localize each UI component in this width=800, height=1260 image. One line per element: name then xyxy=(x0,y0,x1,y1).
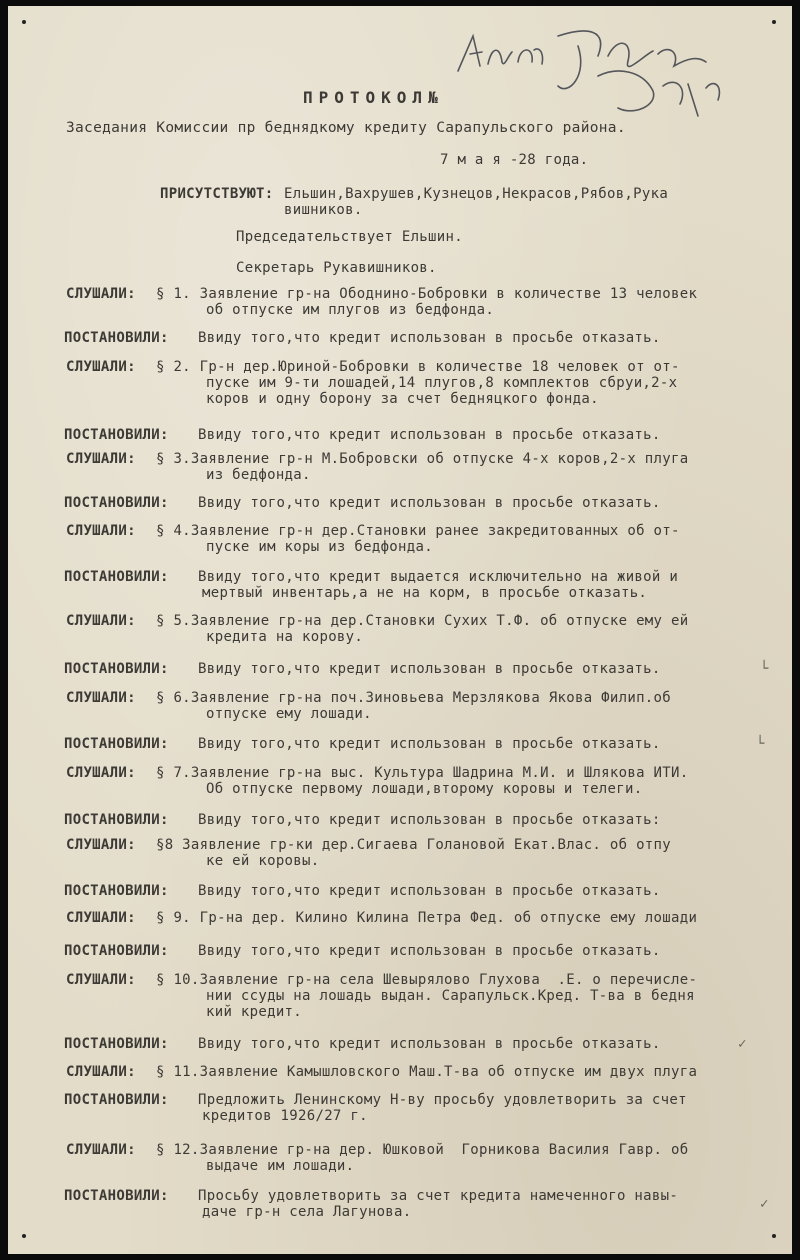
item-text-line: ке ей коровы. xyxy=(206,853,320,869)
item-text-line: § 11.Заявление Камышловского Маш.Т-ва об отпуске им двух плуга xyxy=(156,1064,698,1080)
heard-label: СЛУШАЛИ: xyxy=(66,837,136,853)
present-label: ПРИСУТСТВУЮТ: xyxy=(160,186,274,202)
item-text-line: Ввиду того,что кредит использован в просьбе отказать. xyxy=(198,736,661,752)
check-mark: ✓ xyxy=(760,1196,769,1212)
corner-dot xyxy=(22,1234,26,1238)
item-text-line: пуске им коры из бедфонда. xyxy=(206,539,433,555)
item-text-line: Ввиду того,что кредит использован в просьбе отказать. xyxy=(198,495,661,511)
resolved-label: ПОСТАНОВИЛИ: xyxy=(64,1092,169,1108)
resolved-label: ПОСТАНОВИЛИ: xyxy=(64,883,169,899)
item-text-line: § 10.Заявление гр-на села Шевырялово Глухова .Е. о перечисле- xyxy=(156,972,698,988)
present-list-continued: вишников. xyxy=(284,202,363,218)
item-text-line: § 9. Гр-на дер. Килино Килина Петра Фед. об отпуске ему лошади xyxy=(156,910,698,926)
resolved-label: ПОСТАНОВИЛИ: xyxy=(64,812,169,828)
heard-label: СЛУШАЛИ: xyxy=(66,1064,136,1080)
item-text-line: даче гр-н села Лагунова. xyxy=(202,1204,412,1220)
item-text-line: § 7.Заявление гр-на выс. Культура Шадрина М.И. и Шлякова ИТИ. xyxy=(156,765,689,781)
resolved-label: ПОСТАНОВИЛИ: xyxy=(64,943,169,959)
item-text-line: Об отпуске первому лошади,второму коровы и телеги. xyxy=(206,781,643,797)
heard-label: СЛУШАЛИ: xyxy=(66,910,136,926)
heard-label: СЛУШАЛИ: xyxy=(66,451,136,467)
item-text-line: Ввиду того,что кредит выдается исключительно на живой и xyxy=(198,569,679,585)
resolved-label: ПОСТАНОВИЛИ: xyxy=(64,1188,169,1204)
item-text-line: Ввиду того,что кредит использован в просьбе отказать. xyxy=(198,427,661,443)
item-text-line: Ввиду того,что кредит использован в просьбе отказать. xyxy=(198,661,661,677)
heard-label: СЛУШАЛИ: xyxy=(66,765,136,781)
item-text-line: нии ссуды на лошадь выдан. Сарапульск.Кред. Т-ва в бедня xyxy=(206,988,695,1004)
item-text-line: мертвый инвентарь,а не на корм, в просьбе отказать. xyxy=(202,585,648,601)
item-text-line: пуске им 9-ти лошадей,14 плугов,8 комплектов сбруи,2-х xyxy=(206,375,678,391)
handwritten-signature xyxy=(448,16,748,126)
check-mark: └ xyxy=(760,661,769,677)
resolved-label: ПОСТАНОВИЛИ: xyxy=(64,330,169,346)
item-text-line: §8 Заявление гр-ки дер.Сигаева Голановой Екат.Влас. об отпу xyxy=(156,837,671,853)
item-text-line: Ввиду того,что кредит использован в просьбе отказать. xyxy=(198,330,661,346)
item-text-line: § 4.Заявление гр-н дер.Становки ранее закредитованных об от- xyxy=(156,523,680,539)
item-text-line: Ввиду того,что кредит использован в просьбе отказать. xyxy=(198,1036,661,1052)
item-text-line: кий кредит. xyxy=(206,1004,303,1020)
corner-dot xyxy=(22,20,26,24)
resolved-label: ПОСТАНОВИЛИ: xyxy=(64,495,169,511)
item-text-line: § 5.Заявление гр-на дер.Становки Сухих Т.Ф. об отпуске ему ей xyxy=(156,613,689,629)
check-mark: ✓ xyxy=(738,1036,747,1052)
item-text-line: § 3.Заявление гр-н М.Бобровски об отпуске 4-х коров,2-х плуга xyxy=(156,451,689,467)
item-text-line: отпуске ему лошади. xyxy=(206,706,372,722)
corner-dot xyxy=(772,20,776,24)
item-text-line: кредита на корову. xyxy=(206,629,364,645)
present-list: Ельшин,Вахрушев,Кузнецов,Некрасов,Рябов,Рука xyxy=(284,186,669,202)
item-text-line: § 2. Гр-н дер.Юриной-Бобровки в количестве 18 человек от от- xyxy=(156,359,680,375)
heard-label: СЛУШАЛИ: xyxy=(66,690,136,706)
heard-label: СЛУШАЛИ: xyxy=(66,613,136,629)
chair-line: Председательствует Ельшин. xyxy=(236,229,463,245)
item-text-line: об отпуске им плугов из бедфонда. xyxy=(206,302,495,318)
item-text-line: из бедфонда. xyxy=(206,467,311,483)
item-text-line: кредитов 1926/27 г. xyxy=(202,1108,368,1124)
document-subtitle: Заседания Комиссии пр беднядкому кредиту Сарапульского района. xyxy=(66,120,626,136)
resolved-label: ПОСТАНОВИЛИ: xyxy=(64,569,169,585)
item-text-line: Ввиду того,что кредит использован в просьбе отказать. xyxy=(198,943,661,959)
check-mark: └ xyxy=(756,736,765,752)
corner-dot xyxy=(772,1234,776,1238)
document-date: 7 м а я -28 года. xyxy=(440,152,589,168)
heard-label: СЛУШАЛИ: xyxy=(66,286,136,302)
item-text-line: § 1. Заявление гр-на Ободнино-Бобровки в количестве 13 человек xyxy=(156,286,698,302)
item-text-line: § 12.Заявление гр-на дер. Юшковой Горникова Василия Гавр. об xyxy=(156,1142,689,1158)
heard-label: СЛУШАЛИ: xyxy=(66,523,136,539)
document-page xyxy=(8,6,792,1254)
secretary-line: Секретарь Рукавишников. xyxy=(236,260,437,276)
item-text-line: Предложить Ленинскому Н-ву просьбу удовлетворить за счет xyxy=(198,1092,687,1108)
item-text-line: выдаче им лошади. xyxy=(206,1158,355,1174)
resolved-label: ПОСТАНОВИЛИ: xyxy=(64,1036,169,1052)
resolved-label: ПОСТАНОВИЛИ: xyxy=(64,427,169,443)
resolved-label: ПОСТАНОВИЛИ: xyxy=(64,661,169,677)
item-text-line: коров и одну борону за счет бедняцкого фонда. xyxy=(206,391,599,407)
item-text-line: Ввиду того,что кредит использован в просьбе отказать: xyxy=(198,812,661,828)
item-text-line: § 6.Заявление гр-на поч.Зиновьева Мерзлякова Якова Филип.об xyxy=(156,690,671,706)
item-text-line: Ввиду того,что кредит использован в просьбе отказать. xyxy=(198,883,661,899)
heard-label: СЛУШАЛИ: xyxy=(66,972,136,988)
item-text-line: Просьбу удовлетворить за счет кредита намеченного навы- xyxy=(198,1188,679,1204)
heard-label: СЛУШАЛИ: xyxy=(66,359,136,375)
heard-label: СЛУШАЛИ: xyxy=(66,1142,136,1158)
resolved-label: ПОСТАНОВИЛИ: xyxy=(64,736,169,752)
document-title: ПРОТОКОЛ№ xyxy=(303,88,444,107)
